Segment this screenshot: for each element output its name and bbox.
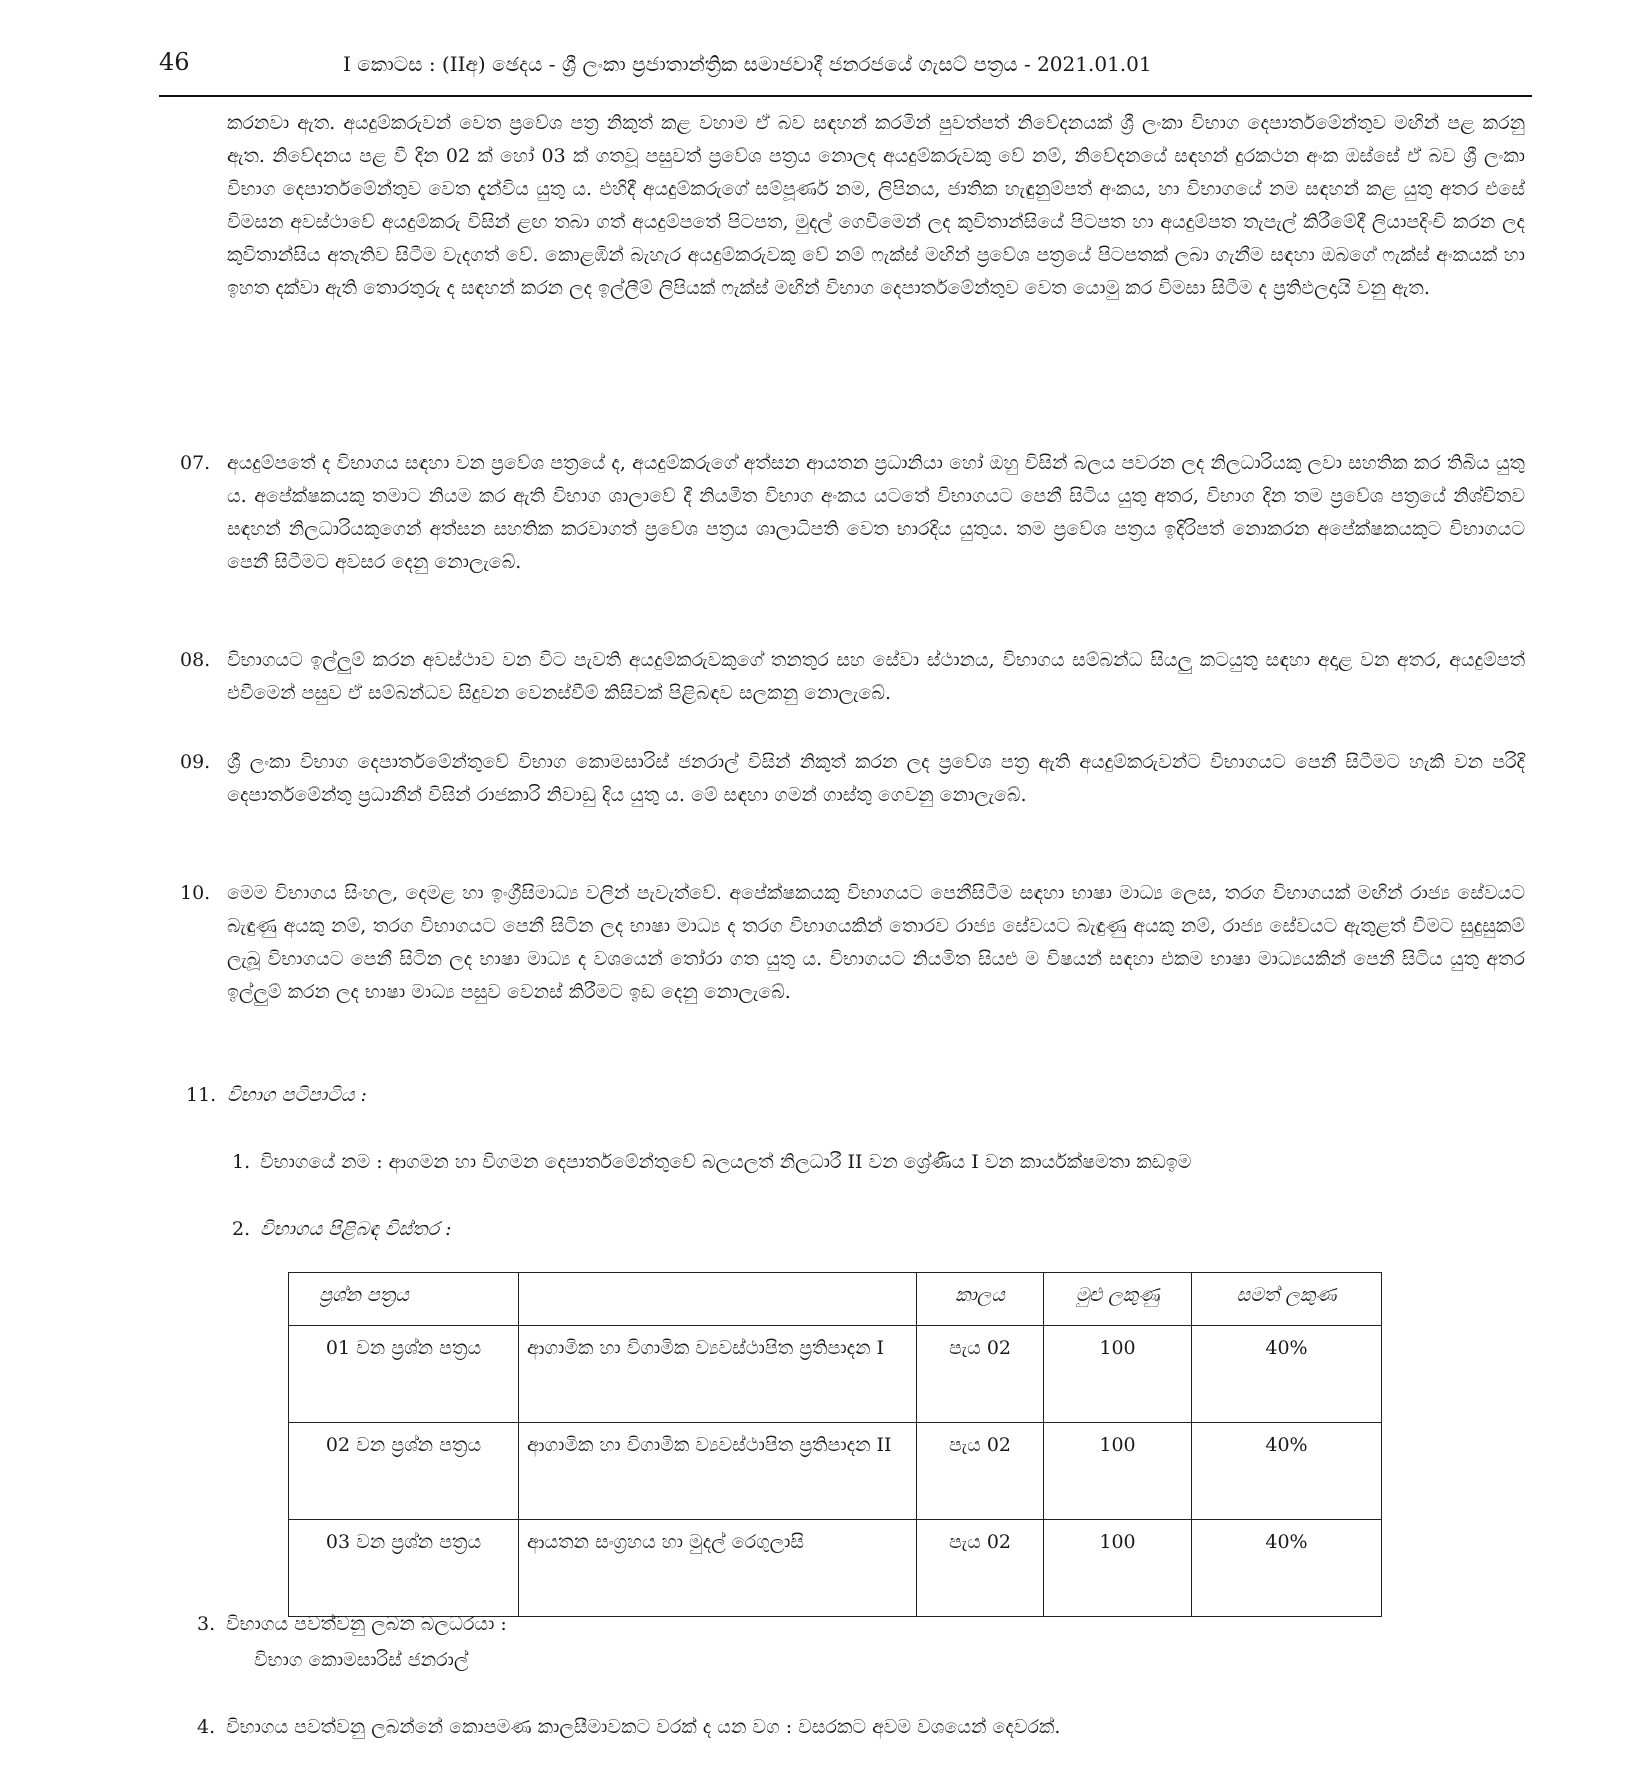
- cell-paper: 01 වන ප්‍රශ්න පත්‍රය: [289, 1326, 519, 1423]
- cell-subject: ආගාමික හා විගාමික ව්‍යවස්ථාපිත ප්‍රතිපාදන II: [519, 1423, 917, 1520]
- cell-subject: ආගාමික හා විගාමික ව්‍යවස්ථාපිත ප්‍රතිපාදන I: [519, 1326, 917, 1423]
- subitem-3-text: විභාගය පවත්වනු ලබන බලධරයා :: [226, 1613, 507, 1635]
- paragraph-08-number: 08.: [180, 649, 211, 671]
- cell-duration: පැය 02: [917, 1423, 1044, 1520]
- paragraph-07-number: 07.: [180, 452, 211, 474]
- table-header-row: [289, 1273, 1382, 1326]
- paragraph-07: අයදුම්පතේ ද විභාගය සඳහා වන ප්‍රවේශ පත්‍රයේ ද, අයදුම්කරුගේ අත්සන ආයතන ප්‍රධානියා හෝ ඔහු විසින් බලය පවරන ලද නිලධාරියකු ලවා සහතික කර තිබිය යුතු ය. අපේක්ෂකයකු තමාට නියම කර ඇති විභාග ශාලාවේ දී නියමිත විභාග අංකය යටතේ විභාගයට පෙනී සිටිය යුතු අතර, විභාග දින තම ප්‍රවේශ පත්‍රයේ නිශ්චිතව සඳහන් නිලධාරියකුගෙන් අත්සන සහතික කරවාගත් ප්‍රවේශ පත්‍රය ශාලාධිපති වෙත භාරදිය යුතුය. තම ප්‍රවේශ පත්‍රය ඉදිරිපත් නොකරන අපේක්ෂකයකුට විභාගයට පෙනී සිටීමට අවසර දෙනු නොලැබේ.: [227, 452, 1525, 573]
- subitem-4-text: විභාගය පවත්වනු ලබන්නේ කොපමණ කාලසීමාවකට වරක් ද යන වග : වසරකට අවම වශයෙන් දෙවරක්.: [226, 1716, 1061, 1738]
- paragraph-09: ශ්‍රී ලංකා විභාග දෙපාර්තමේන්තුවේ විභාග කොමසාරිස් ජනරාල් විසින් නිකුත් කරන ලද ප්‍රවේශ පත්‍ර ඇති අයදුම්කරුවන්ට විභාගයට පෙනී සිටීමට හැකි වන පරිදි දෙපාර්තමේන්තු ප්‍රධානීන් විසින් රාජකාරි නිවාඩු දිය යුතු ය. මේ සඳහා ගමන් ගාස්තු ගෙවනු නොලැබේ.: [227, 751, 1525, 806]
- exam-details-table: [288, 1272, 1382, 1617]
- cell-total-marks: 100: [1044, 1520, 1192, 1617]
- header-total-marks: මුළු ලකුණු: [1044, 1273, 1192, 1326]
- page-header: [159, 46, 1532, 86]
- subitem-2-number: 2.: [232, 1218, 251, 1240]
- running-title: I කොටස : (IIඅ) ඡෙදය - ශ්‍රී ලංකා ප්‍රජාතාන්ත්‍රික සමාජවාදී ජනරජයේ ගැසට් පත්‍රය - 2021.01.01: [343, 52, 1152, 76]
- page-number: 46: [159, 48, 190, 76]
- paragraph-10: මෙම විභාගය සිංහල, දෙමළ හා ඉංග්‍රීසිමාධ්‍ය වලින් පැවැත්වේ. අපේක්ෂකයකු විභාගයට පෙනීසිටීම සඳහා භාෂා මාධ්‍ය ලෙස, තරග විභාගයක් මඟින් රාජ්‍ය සේවයට බැඳුණු අයකු නම්, තරග විභාගයට පෙනී සිටින ලද භාෂා මාධ්‍ය ද තරග විභාගයකින් තොරව රාජ්‍ය සේවයට බැඳුණු අයකු නම්, රාජ්‍ය සේවයට ඇතුළත් වීමට සුදුසුකම් ලැබූ විභාගයට පෙනී සිටින ලද භාෂා මාධ්‍ය ද වශයෙන් තෝරා ගත යුතු ය. විභාගයට නියමිත සියළු ම විෂයන් සඳහා එකම භාෂා මාධ්‍යයකින් පෙනී සිටිය යුතු අතර ඉල්ලුම් කරන ලද භාෂා මාධ්‍ය පසුව වෙනස් කිරීමට ඉඩ දෙනු නොලැබේ.: [227, 882, 1525, 1003]
- cell-duration: පැය 02: [917, 1326, 1044, 1423]
- paragraph-continuation: කරනවා ඇත. අයදුම්කරුවන් වෙත ප්‍රවේශ පත්‍ර නිකුත් කළ වහාම ඒ බව සඳහන් කරමින් පුවත්පත් නිවේදනයක් ශ්‍රී ලංකා විභාග දෙපාර්තමේන්තුව මඟින් පළ කරනු ඇත. නිවේදනය පළ වී දින 02 ක් හෝ 03 ක් ගතවූ පසුවත් ප්‍රවේශ පත්‍රය නොලද අයදුම්කරුවකු වේ නම්, නිවේදනයේ සඳහන් දුරකථන අංක ඔස්සේ ඒ බව ශ්‍රී ලංකා විභාග දෙපාර්තමේන්තුව වෙත දැන්විය යුතු ය. එහිදී අයදුම්කරුගේ සම්පූර්ණ නම, ලිපිනය, ජාතික හැඳුනුම්පත් අංකය, හා විභාගයේ නම සඳහන් කළ යුතු අතර එසේ විමසන අවස්ථාවේ අයදුම්කරු විසින් ළඟ තබා ගත් අයදුම්පතේ පිටපත, මුදල් ගෙවීමෙන් ලද කුවිතාන්සියේ පිටපත හා අයදුම්පත තැපැල් කිරීමේදී ලියාපදිංචි කරන ලද කුවිතාන්සිය අතැතිව සිටීම වැදගත් වේ. කොළඹින් බැහැර අයදුම්කරුවකු වේ නම් ෆැක්ස් මඟින් ප්‍රවේශ පත්‍රයේ පිටපතක් ලබා ගැනීම සඳහා ඔබගේ ෆැක්ස් අංකයක් හා ඉහත දක්වා ඇති තොරතුරු ද සඳහන් කරන ලද ඉල්ලීම් ලිපියක් ෆැක්ස් මඟින් විභාග දෙපාර්තමේන්තුව වෙත යොමු කර විමසා සිටීම ද ප්‍රතිඵලදායි වනු ඇත.: [227, 112, 1525, 299]
- table-row: [289, 1423, 1382, 1520]
- paragraph-11-number: 11.: [186, 1084, 217, 1106]
- cell-paper: 02 වන ප්‍රශ්න පත්‍රය: [289, 1423, 519, 1520]
- cell-pass-mark: 40%: [1192, 1326, 1382, 1423]
- subitem-1-number: 1.: [232, 1151, 251, 1173]
- subitem-1-text: විභාගයේ නම : ආගමන හා විගමන දෙපාර්තමේන්තුවේ බලයලත් නිලධාරී II වන ශ්‍රේණිය I වන කාර්යක්ෂමතා කඩඉම: [260, 1151, 1192, 1173]
- header-duration: කාලය: [917, 1273, 1044, 1326]
- cell-total-marks: 100: [1044, 1326, 1192, 1423]
- paragraph-09-number: 09.: [180, 751, 211, 773]
- paragraph-11-heading: විභාග පටිපාටිය :: [227, 1084, 367, 1106]
- paragraph-10-number: 10.: [180, 882, 211, 904]
- subitem-3-value: විභාග කොමසාරිස් ජනරාල්: [254, 1649, 469, 1671]
- table-row: [289, 1326, 1382, 1423]
- cell-total-marks: 100: [1044, 1423, 1192, 1520]
- cell-pass-mark: 40%: [1192, 1520, 1382, 1617]
- subitem-2-text: විභාගය පිළිබඳ විස්තර :: [260, 1218, 452, 1240]
- header-pass-mark: සමත් ලකුණ: [1192, 1273, 1382, 1326]
- header-subject: [519, 1273, 917, 1326]
- subitem-4-number: 4.: [197, 1716, 216, 1738]
- cell-duration: පැය 02: [917, 1520, 1044, 1617]
- cell-subject: ආයතන සංග්‍රහය හා මුදල් රෙගුලාසි: [519, 1520, 917, 1617]
- cell-pass-mark: 40%: [1192, 1423, 1382, 1520]
- table-row: [289, 1520, 1382, 1617]
- subitem-3-number: 3.: [197, 1613, 216, 1635]
- header-paper: ප්‍රශ්න පත්‍රය: [289, 1273, 519, 1326]
- cell-paper: 03 වන ප්‍රශ්න පත්‍රය: [289, 1520, 519, 1617]
- header-rule: [159, 95, 1532, 97]
- paragraph-08: විභාගයට ඉල්ලුම් කරන අවස්ථාව වන විට පැවති අයදුම්කරුවකුගේ තනතුර සහ සේවා ස්ථානය, විභාගය සම්බන්ධ සියලු කටයුතු සඳහා අදාළ වන අතර, අයදුම්පත් එවීමෙන් පසුව ඒ සම්බන්ධව සිදුවන වෙනස්වීම් කිසිවක් පිළිබඳව සලකනු නොලැබේ.: [227, 649, 1525, 704]
